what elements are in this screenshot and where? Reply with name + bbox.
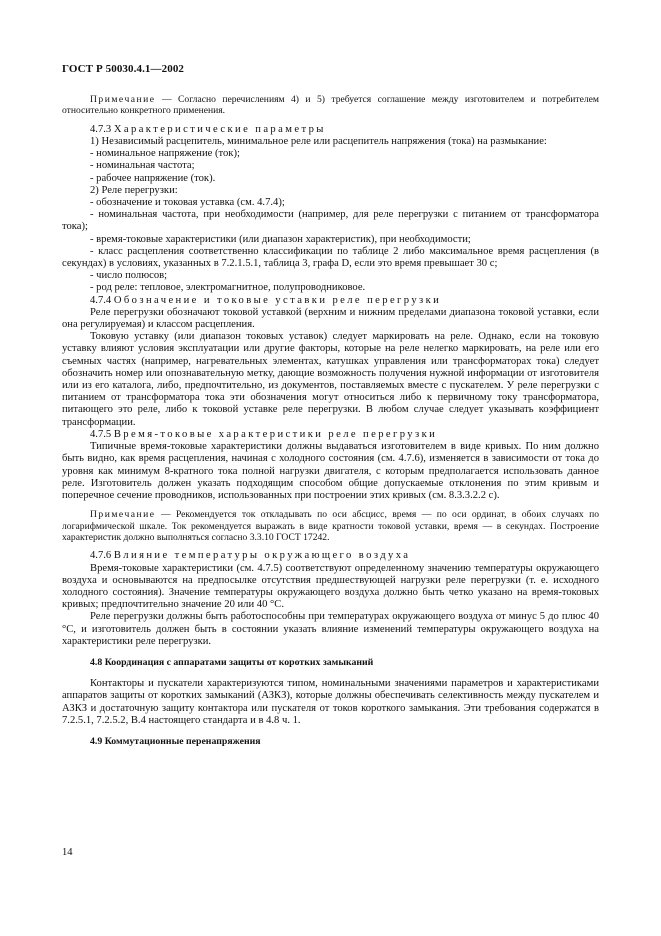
list-item: - рабочее напряжение (ток). <box>90 172 216 184</box>
section-heading-4-7-3 <box>62 124 599 136</box>
section-number: 4.7.3 <box>90 123 114 135</box>
paragraph: Контакторы и пускатели характеризуются типом, номинальными значениями параметров и характеристиками аппаратов защиты от коротких замыканий (АЗКЗ), которые должны обеспечивать селективность между пускателем и АЗКЗ и достаточную защиту контактора или пускателя от токов короткого замыкания. Эти требования содержатся в 7.2.5.1, 7.2.5.2, В.4 настоящего стандарта и в 4.8 ч. 1. <box>62 678 599 726</box>
section-heading-4-8: 4.8 Координация с аппаратами защиты от коротких замыканий <box>90 656 374 668</box>
note-2 <box>62 509 599 543</box>
paragraph: 2) Реле перегрузки: <box>90 184 178 196</box>
list-item: - номинальная частота, при необходимости (например, для реле перегрузки с питанием от трансформатора тока); <box>62 209 599 233</box>
paragraph: Время-токовые характеристики (см. 4.7.5) соответствуют определенному значению температуры окружающего воздуха и основываются на предпосылке отсутствия предшествующей нагрузки реле перегрузки (т. е. исходного холодного состояния). Значение температуры окружающего воздуха должно быть четко указано на время-токовых кривых; предпочтительно значение 20 или 40 °С. <box>62 562 599 611</box>
list-item: - класс расцепления соответственно классификации по таблице 2 либо максимальное время расцепления (в секундах) в условиях, указанных в 7.2.1.5.1, таблица 3, графа D, если это время превышает 30 с; <box>62 245 599 270</box>
paragraph: Токовую уставку (или диапазон токовых уставок) следует маркировать на реле. Однако, если на токовую уставку влияют условия эксплуатации или другие факторы, которые на реле нелегко маркировать, на реле или его съемных частях (например, нагревательных элементах, катушках управления или трансформаторах тока) следует обозначить номер или опознавательную метку, дающие возможность получения нужной информации от изготовителя или из его каталога, либо, предпочтительно, из документов, поставляемых вместе с пускателем. У реле перегрузки с питанием от трансформатора тока эти обозначения могут относиться либо к первичному току трансформатора, питающего это реле, либо к токовой уставке реле перегрузки. В любом случае следует указывать коэффициент трансформации. <box>62 331 599 428</box>
paragraph: Типичные время-токовые характеристики должны выдаваться изготовителем в виде кривых. По ним должно быть видно, как время расцепления, начиная с холодного состояния (см. 4.7.6), изменяется в зависимости от тока до уровня как минимум 8-кратного тока полной нагрузки двигателя, с которым предполагается использовать данное реле. Изготовитель должен указать подходящим способом общие допускаемые отклонения по этим кривым и поперечное сечение проводников, использованных при построении этих кривых (см. 8.3.3.2.2 с). <box>62 441 599 501</box>
paragraph: Реле перегрузки обозначают токовой уставкой (верхним и нижним пределами диапазона токовой уставки, если она регулируемая) и классом расцепления. <box>62 306 599 331</box>
section-number: 4.7.4 <box>90 294 114 306</box>
note-text: — Согласно перечислениям 4) и 5) требуется соглашение между изготовителем и потребителем относительно конкретного применения. <box>62 94 599 117</box>
section-heading-4-7-5 <box>62 429 599 441</box>
section-title: Характеристические параметры <box>113 123 326 135</box>
document-header: ГОСТ Р 50030.4.1—2002 <box>62 63 185 75</box>
paragraph: Реле перегрузки должны быть работоспособны при температурах окружающего воздуха от минус 5 до плюс 40 °С, и изготовитель должен быть в состоянии указать влияние изменений температуры окружающего воздуха на характеристики реле перегрузки. <box>62 611 599 647</box>
paragraph: 1) Независимый расцепитель, минимальное реле или расцепитель напряжения (тока) на размыкание: <box>90 136 547 148</box>
note-label: Примечание <box>90 94 156 105</box>
document-body <box>62 94 599 748</box>
list-item: - число полюсов; <box>90 270 168 282</box>
section-heading-4-7-4 <box>62 295 599 307</box>
page-number: 14 <box>62 847 73 858</box>
list-item: - номинальная частота; <box>90 160 195 172</box>
section-number: 4.7.6 <box>90 550 114 562</box>
section-heading-4-7-6 <box>62 550 599 562</box>
note-1 <box>62 94 599 117</box>
list-item: - время-токовые характеристики (или диапазон характеристик), при необходимости; <box>90 233 471 245</box>
section-title: Время-токовые характеристики реле перегрузки <box>113 428 438 440</box>
section-heading-4-9: 4.9 Коммутационные перенапряжения <box>90 735 261 747</box>
note-text: — Рекомендуется ток откладывать по оси абсцисс, время — по оси ординат, в обоих случаях по логарифмической шкале. Ток рекомендуется выражать в виде кратности токовой уставки, время — в секундах. Построение характеристик должно выполняться согласно 3.3.10 ГОСТ 17242. <box>62 509 599 543</box>
list-item: - обозначение и токовая уставка (см. 4.7.4); <box>90 197 285 209</box>
list-item: - номинальное напряжение (ток); <box>90 148 240 160</box>
section-title: Обозначение и токовые уставки реле перегрузки <box>113 294 442 306</box>
section-title: Влияние температуры окружающего воздуха <box>113 550 411 562</box>
list-item: - род реле: тепловое, электромагнитное, полупроводниковое. <box>90 282 366 294</box>
section-number: 4.7.5 <box>90 428 114 440</box>
note-label: Примечание <box>90 509 156 521</box>
